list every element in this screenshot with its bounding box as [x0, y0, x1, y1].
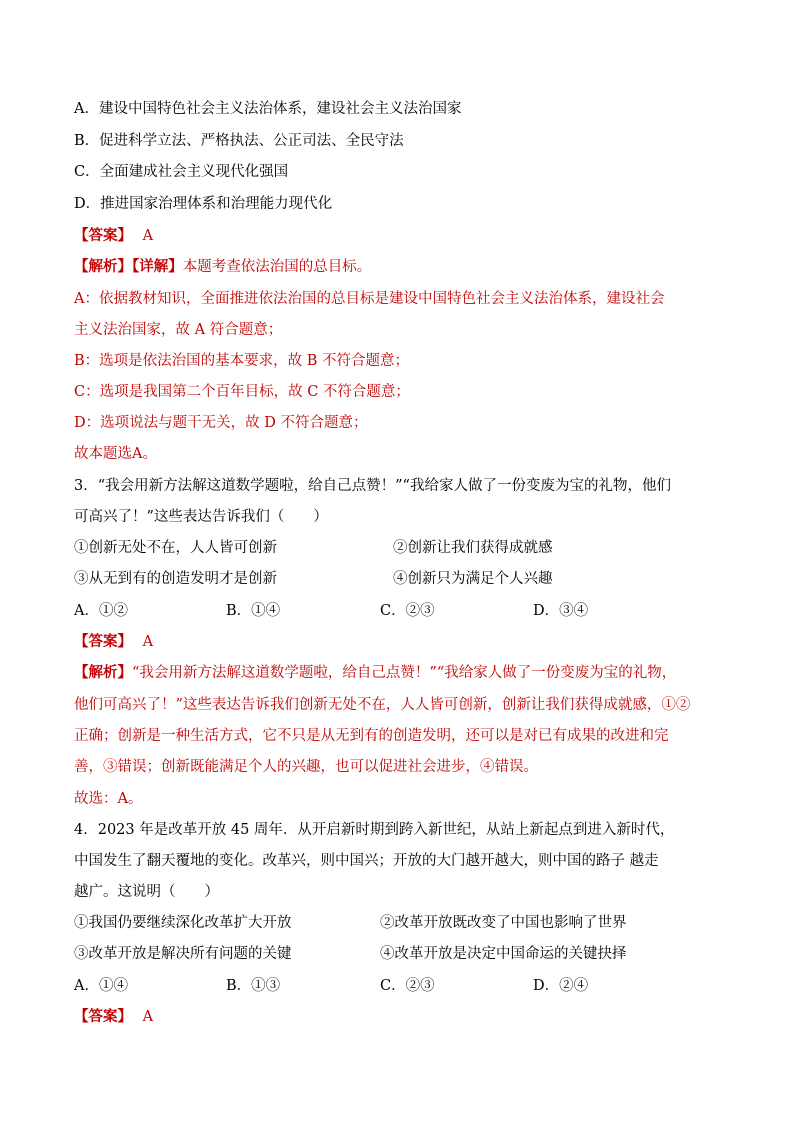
- q3-analysis-line-4: 善，③错误；创新既能满足个人的兴趣，也可以促进社会进步，④错误。: [74, 759, 538, 775]
- q4-statement-3: ③改革开放是解决所有问题的关键: [74, 946, 292, 962]
- q3-choice-c: C．②③: [380, 603, 435, 619]
- q3-analysis-marks: ①②: [661, 697, 691, 713]
- q3-analysis-label: 【解析】: [74, 664, 132, 681]
- q3-analysis-line-3: 正确；创新是一种生活方式，它不只是从无到有的创造发明，还可以是对已有成果的改进和完: [74, 728, 669, 744]
- q2-answer-value: A: [142, 228, 154, 244]
- q4-answer-line: [74, 1007, 153, 1027]
- q2-option-b: B．促进科学立法、严格执法、公正司法、全民守法: [74, 133, 404, 149]
- q3-stem-line-1: 3．“我会用新方法解这道数学题啦，给自己点赞！”“我给家人做了一份变废为宝的礼物，他们: [74, 478, 671, 494]
- q4-statement-1: ①我国仍要继续深化改革扩大开放: [74, 915, 292, 931]
- q3-statement-3: ③从无到有的创造发明才是创新: [74, 571, 277, 587]
- q3-answer-value: A: [142, 634, 154, 650]
- q3-statement-4: ④创新只为满足个人兴趣: [393, 571, 553, 587]
- q4-stem-line-1: 4．2023 年是改革开放 45 周年．从开启新时期到跨入新世纪，从站上新起点到进入新时代，: [74, 822, 675, 838]
- q4-choice-b: B．①③: [226, 978, 281, 994]
- q4-answer-label: 【答案】: [74, 1008, 132, 1025]
- q4-choice-d: D．②④: [533, 978, 589, 994]
- q2-analysis-line-2: 主义法治国家，故 A 符合题意；: [74, 322, 283, 338]
- q2-answer-label: 【答案】: [74, 227, 132, 244]
- q2-conclusion: 故本题选A。: [74, 446, 157, 462]
- q4-choice-a: A．①④: [74, 978, 128, 994]
- q2-analysis-line-4: C：选项是我国第二个百年目标，故 C 不符合题意；: [74, 384, 410, 400]
- q2-analysis-line-1: A：依据教材知识，全面推进依法治国的总目标是建设中国特色社会主义法治体系，建设社会: [74, 291, 665, 307]
- q2-answer-line: [74, 226, 153, 246]
- q3-choice-a: A．①②: [74, 603, 128, 619]
- q4-answer-value: A: [142, 1009, 154, 1025]
- q3-statement-1: ①创新无处不在，人人皆可创新: [74, 540, 277, 556]
- q4-statement-4: ④改革开放是决定中国命运的关键抉择: [380, 946, 627, 962]
- q4-stem-line-2: 中国发生了翻天覆地的变化。改革兴，则中国兴；开放的大门越开越大，则中国的路子 越走: [74, 853, 659, 869]
- q2-option-c: C．全面建成社会主义现代化强国: [74, 164, 289, 180]
- q3-analysis-text-2: 他们可高兴了！”这些表达告诉我们创新无处不在，人人皆可创新，创新让我们获得成就感，: [74, 697, 662, 713]
- q3-answer-label: 【答案】: [74, 633, 132, 650]
- q3-choice-d: D．③④: [533, 603, 589, 619]
- q3-choice-b: B．①④: [226, 603, 281, 619]
- q3-analysis-line-2: [74, 695, 690, 715]
- q2-option-a: A．建设中国特色社会主义法治体系，建设社会主义法治国家: [74, 101, 462, 117]
- q3-answer-line: [74, 632, 153, 652]
- q3-conclusion: 故选：A。: [74, 791, 143, 807]
- q2-analysis-intro: 本题考查依法治国的总目标。: [182, 259, 372, 275]
- q2-analysis-label: 【解析】【详解】: [74, 258, 183, 275]
- q4-statement-2: ②改革开放既改变了中国也影响了世界: [380, 915, 627, 931]
- q2-analysis-line-3: B：选项是依法治国的基本要求，故 B 不符合题意；: [74, 353, 410, 369]
- q2-analysis-line-5: D：选项说法与题干无关，故 D 不符合题意；: [74, 415, 368, 431]
- q2-analysis-heading: [74, 257, 371, 277]
- q4-choice-c: C．②③: [380, 978, 435, 994]
- q3-stem-line-2: 可高兴了！”这些表达告诉我们（ ）: [74, 509, 328, 525]
- q4-stem-line-3: 越广。这说明（ ）: [74, 884, 219, 900]
- q3-analysis-text-1: “我会用新方法解这道数学题啦，给自己点赞！”“我给家人做了一份变废为宝的礼物，: [132, 665, 677, 681]
- q3-statement-2: ②创新让我们获得成就感: [393, 540, 553, 556]
- q3-analysis-line-1: [74, 663, 676, 683]
- q2-option-d: D．推进国家治理体系和治理能力现代化: [74, 196, 333, 212]
